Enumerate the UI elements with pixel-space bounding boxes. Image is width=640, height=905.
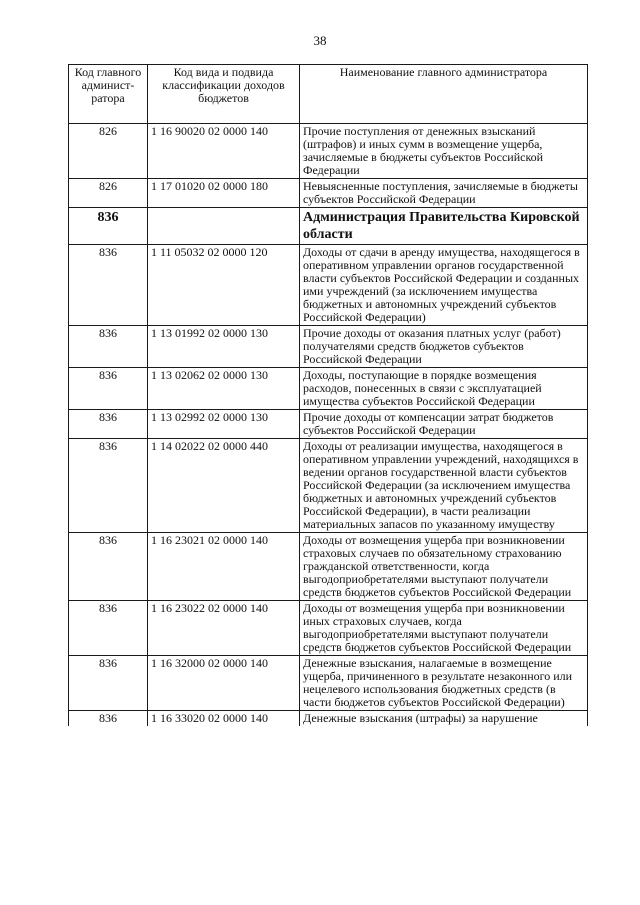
administrator-heading-row [69,208,588,245]
administrator-name-cell: Доходы от возмещения ущерба при возникновении иных страховых случаев, когда выгодоприобретателями выступают получатели средств бюджетов субъектов Российской Федерации [300,601,588,656]
table-row [69,179,588,208]
table-row [69,711,588,727]
table-row [69,245,588,326]
table-row [69,124,588,179]
administrator-name-cell: Прочие доходы от оказания платных услуг (работ) получателями средств бюджетов субъектов Российской Федерации [300,326,588,368]
admin-code-cell: 836 [69,326,148,368]
table-row [69,601,588,656]
table-row [69,326,588,368]
admin-code-cell: 836 [69,711,148,727]
administrator-name-cell: Прочие доходы от компенсации затрат бюджетов субъектов Российской Федерации [300,410,588,439]
administrator-heading-name: Администрация Правительства Кировской области [300,208,588,245]
table-row [69,533,588,601]
revenue-code-cell: 1 13 02062 02 0000 130 [148,368,300,410]
table-row [69,656,588,711]
admin-code-cell: 836 [69,533,148,601]
revenue-code-cell: 1 16 23021 02 0000 140 [148,533,300,601]
admin-code-cell: 836 [69,601,148,656]
table-row [69,439,588,533]
revenue-code-cell: 1 14 02022 02 0000 440 [148,439,300,533]
revenue-code-cell: 1 16 90020 02 0000 140 [148,124,300,179]
admin-code-cell: 836 [69,368,148,410]
administrator-name-cell: Доходы, поступающие в порядке возмещения расходов, понесенных в связи с эксплуатацией имущества субъектов Российской Федерации [300,368,588,410]
revenue-code-cell: 1 11 05032 02 0000 120 [148,245,300,326]
administrator-name-cell: Доходы от реализации имущества, находящегося в оперативном управлении учреждений, находящихся в ведении органов государственной власти субъектов Российской Федерации (за исключением имущества бюджетных и автономных учреждений субъектов Российской Федерации), в части реализации материальных запасов по указанному имуществу [300,439,588,533]
header-revenue-classification-code: Код вида и подвида классификации доходов бюджетов [148,65,300,124]
admin-code-cell: 826 [69,179,148,208]
revenue-code-cell: 1 17 01020 02 0000 180 [148,179,300,208]
table-header-row [69,65,588,124]
page-number: 38 [313,33,327,48]
admin-code-cell: 826 [69,124,148,179]
revenue-code-cell: 1 13 02992 02 0000 130 [148,410,300,439]
revenue-code-cell: 1 13 01992 02 0000 130 [148,326,300,368]
revenue-administrators-table [68,64,588,726]
admin-code-cell: 836 [69,208,148,245]
table-row [69,368,588,410]
revenue-code-cell: 1 16 23022 02 0000 140 [148,601,300,656]
administrator-name-cell: Невыясненные поступления, зачисляемые в бюджеты субъектов Российской Федерации [300,179,588,208]
admin-code-cell: 836 [69,410,148,439]
administrator-name-cell: Доходы от сдачи в аренду имущества, находящегося в оперативном управлении органов государственной власти субъектов Российской Федерации и созданных ими учреждений (за исключением имущества бюджетных и автономных учреждений субъектов Российской Федерации) [300,245,588,326]
admin-code-cell: 836 [69,656,148,711]
administrator-name-cell: Доходы от возмещения ущерба при возникновении страховых случаев по обязательному страхованию гражданской ответственности, когда выгодоприобретателями выступают получатели средств бюджетов субъектов Российской Федерации [300,533,588,601]
revenue-code-cell: 1 16 33020 02 0000 140 [148,711,300,727]
admin-code-cell: 836 [69,439,148,533]
revenue-code-cell [148,208,300,245]
administrator-name-cell: Прочие поступления от денежных взысканий (штрафов) и иных сумм в возмещение ущерба, зачисляемые в бюджеты субъектов Российской Федерации [300,124,588,179]
administrator-name-cell: Денежные взыскания (штрафы) за нарушение [300,711,588,727]
header-administrator-name: Наименование главного администратора [300,65,588,124]
admin-code-cell: 836 [69,245,148,326]
revenue-code-cell: 1 16 32000 02 0000 140 [148,656,300,711]
administrator-name-cell: Денежные взыскания, налагаемые в возмещение ущерба, причиненного в результате незаконного или нецелевого использования бюджетных средств (в части бюджетов субъектов Российской Федерации) [300,656,588,711]
table-row [69,410,588,439]
header-admin-code: Код главного админист-ратора [69,65,148,124]
